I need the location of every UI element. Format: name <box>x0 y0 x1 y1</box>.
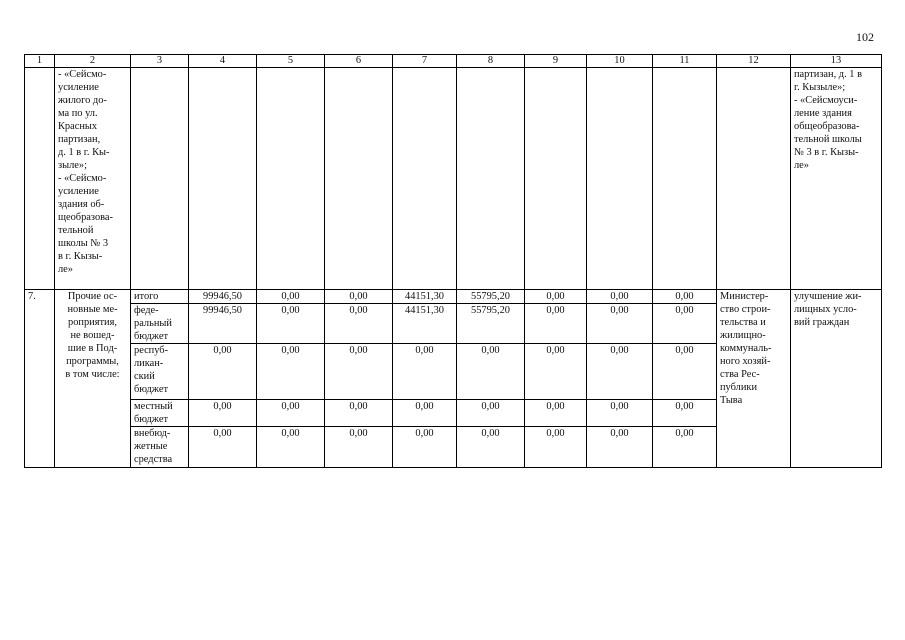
col-header: 8 <box>457 55 525 68</box>
result-cell: улучшение жи- лищных усло- вий граждан <box>791 290 882 468</box>
source-label: внебюд- жетные средства <box>131 427 189 468</box>
value-cell: 0,00 <box>325 427 393 468</box>
value-cell: 0,00 <box>457 400 525 427</box>
value-cell: 0,00 <box>325 344 393 400</box>
value-cell: 0,00 <box>653 304 717 344</box>
value-cell: 0,00 <box>525 344 587 400</box>
value-cell: 0,00 <box>257 427 325 468</box>
col-header: 4 <box>189 55 257 68</box>
continuation-result-cell: партизан, д. 1 в г. Кызыле»; - «Сейсмоуси- ление здания общеобразова- тельной школы № 3 в г. Кызы- ле» <box>791 68 882 290</box>
value-cell: 0,00 <box>587 290 653 304</box>
value-cell: 0,00 <box>525 304 587 344</box>
header-row <box>25 55 882 68</box>
value-cell: 0,00 <box>525 290 587 304</box>
value-cell: 99946,50 <box>189 304 257 344</box>
value-cell: 55795,20 <box>457 290 525 304</box>
value-cell: 0,00 <box>525 427 587 468</box>
value-cell: 0,00 <box>393 344 457 400</box>
measure-name-cell: Прочие ос- новные ме- роприятия, не вошед- шие в Под- программы, в том числе: <box>55 290 131 468</box>
col-header: 10 <box>587 55 653 68</box>
value-cell: 0,00 <box>457 427 525 468</box>
value-cell: 99946,50 <box>189 290 257 304</box>
value-cell: 0,00 <box>587 427 653 468</box>
col-header: 13 <box>791 55 882 68</box>
budget-table <box>24 54 882 468</box>
value-cell: 0,00 <box>457 344 525 400</box>
value-cell: 44151,30 <box>393 290 457 304</box>
value-cell: 0,00 <box>189 400 257 427</box>
source-label: местный бюджет <box>131 400 189 427</box>
source-label: респуб- ликан- ский бюджет <box>131 344 189 400</box>
col-header: 9 <box>525 55 587 68</box>
value-cell: 0,00 <box>325 400 393 427</box>
value-cell: 0,00 <box>325 290 393 304</box>
value-cell: 0,00 <box>587 304 653 344</box>
value-cell: 0,00 <box>189 427 257 468</box>
col-header: 3 <box>131 55 189 68</box>
value-cell: 55795,20 <box>457 304 525 344</box>
source-label: феде- ральный бюджет <box>131 304 189 344</box>
executor-cell: Министер- ство строи- тельства и жилищно- коммуналь- ного хозяй- ства Рес- публики Тыва <box>717 290 791 468</box>
value-cell: 0,00 <box>325 304 393 344</box>
col-header: 2 <box>55 55 131 68</box>
col-header: 5 <box>257 55 325 68</box>
continuation-row <box>25 68 882 290</box>
col-header: 12 <box>717 55 791 68</box>
col-header: 7 <box>393 55 457 68</box>
col-header: 6 <box>325 55 393 68</box>
value-cell: 0,00 <box>587 344 653 400</box>
value-cell: 0,00 <box>525 400 587 427</box>
col-header: 1 <box>25 55 55 68</box>
value-cell: 0,00 <box>653 427 717 468</box>
value-cell: 0,00 <box>393 427 457 468</box>
value-cell: 0,00 <box>189 344 257 400</box>
value-cell: 0,00 <box>653 400 717 427</box>
value-cell: 0,00 <box>257 304 325 344</box>
page-number: 102 <box>856 30 874 44</box>
continuation-name-cell: - «Сейсмо- усиление жилого до- ма по ул. Красных партизан, д. 1 в г. Кы- зыле»; - «Сейсмо- усиление здания об- щеобразова- тельной школы № 3 в г. Кызы- ле» <box>55 68 131 290</box>
value-cell: 44151,30 <box>393 304 457 344</box>
value-cell: 0,00 <box>257 400 325 427</box>
value-cell: 0,00 <box>257 344 325 400</box>
value-cell: 0,00 <box>653 290 717 304</box>
row-number: 7. <box>25 290 55 468</box>
source-label: итого <box>131 290 189 304</box>
value-cell: 0,00 <box>653 344 717 400</box>
value-cell: 0,00 <box>393 400 457 427</box>
table-row <box>25 290 882 304</box>
col-header: 11 <box>653 55 717 68</box>
value-cell: 0,00 <box>257 290 325 304</box>
value-cell: 0,00 <box>587 400 653 427</box>
